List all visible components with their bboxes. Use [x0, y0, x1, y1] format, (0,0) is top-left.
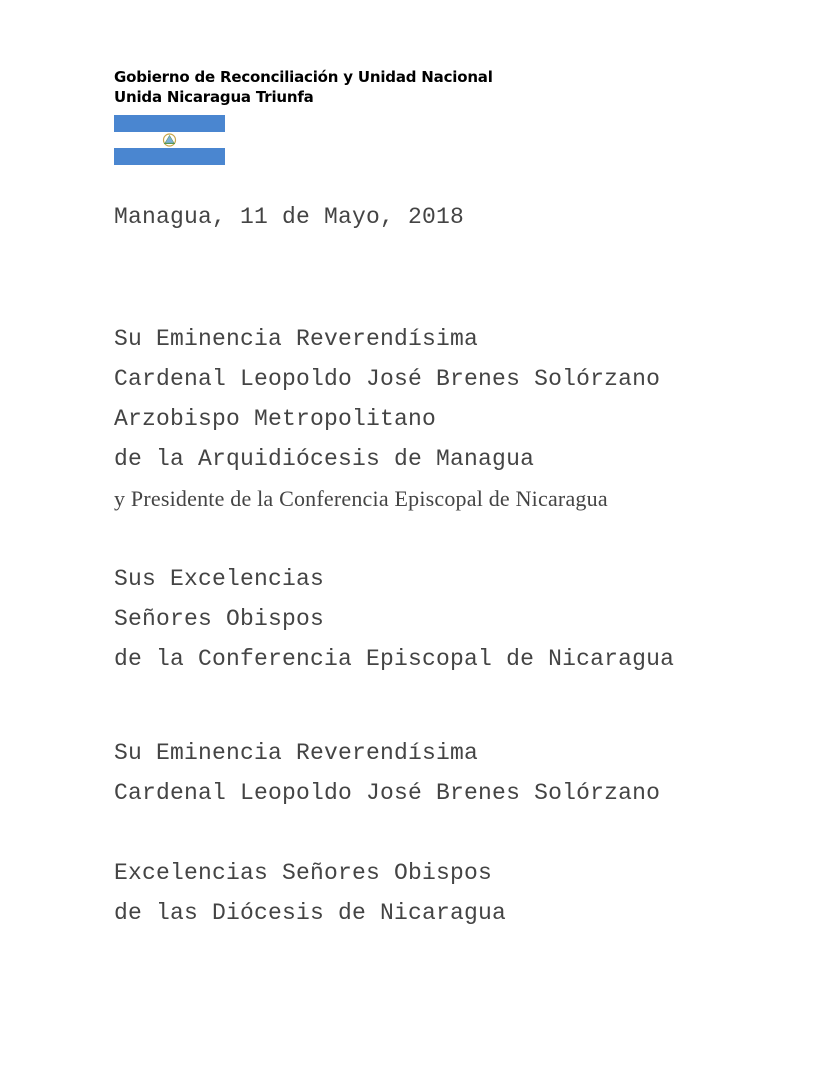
address-line: Señores Obispos	[114, 606, 325, 632]
address-line: Arzobispo Metropolitano	[114, 406, 437, 432]
salutation-bishops	[114, 858, 506, 938]
salutation-line: Su Eminencia Reverendísima	[114, 740, 479, 766]
salutation-line: Excelencias Señores Obispos	[114, 860, 493, 886]
address-line: Cardenal Leopoldo José Brenes Solórzano	[114, 366, 661, 392]
salutation-cardinal	[114, 738, 660, 818]
salutation-line: de las Diócesis de Nicaragua	[114, 900, 507, 926]
nicaragua-flag-icon	[114, 115, 225, 165]
address-line: y Presidente de la Conferencia Episcopal de Nicaragua	[114, 486, 608, 511]
salutation-line: Cardenal Leopoldo José Brenes Solórzano	[114, 780, 661, 806]
letterhead-government-name: Gobierno de Reconciliación y Unidad Nacional	[114, 68, 493, 86]
letter-date: Managua, 11 de Mayo, 2018	[114, 204, 465, 230]
address-block-cardinal	[114, 324, 660, 524]
letterhead	[114, 67, 493, 107]
letterhead-slogan: Unida Nicaragua Triunfa	[114, 88, 314, 106]
address-line: de la Arquidiócesis de Managua	[114, 446, 535, 472]
address-line: Sus Excelencias	[114, 566, 325, 592]
address-line: de la Conferencia Episcopal de Nicaragua	[114, 646, 675, 672]
address-line: Su Eminencia Reverendísima	[114, 326, 479, 352]
address-block-bishops	[114, 564, 674, 684]
